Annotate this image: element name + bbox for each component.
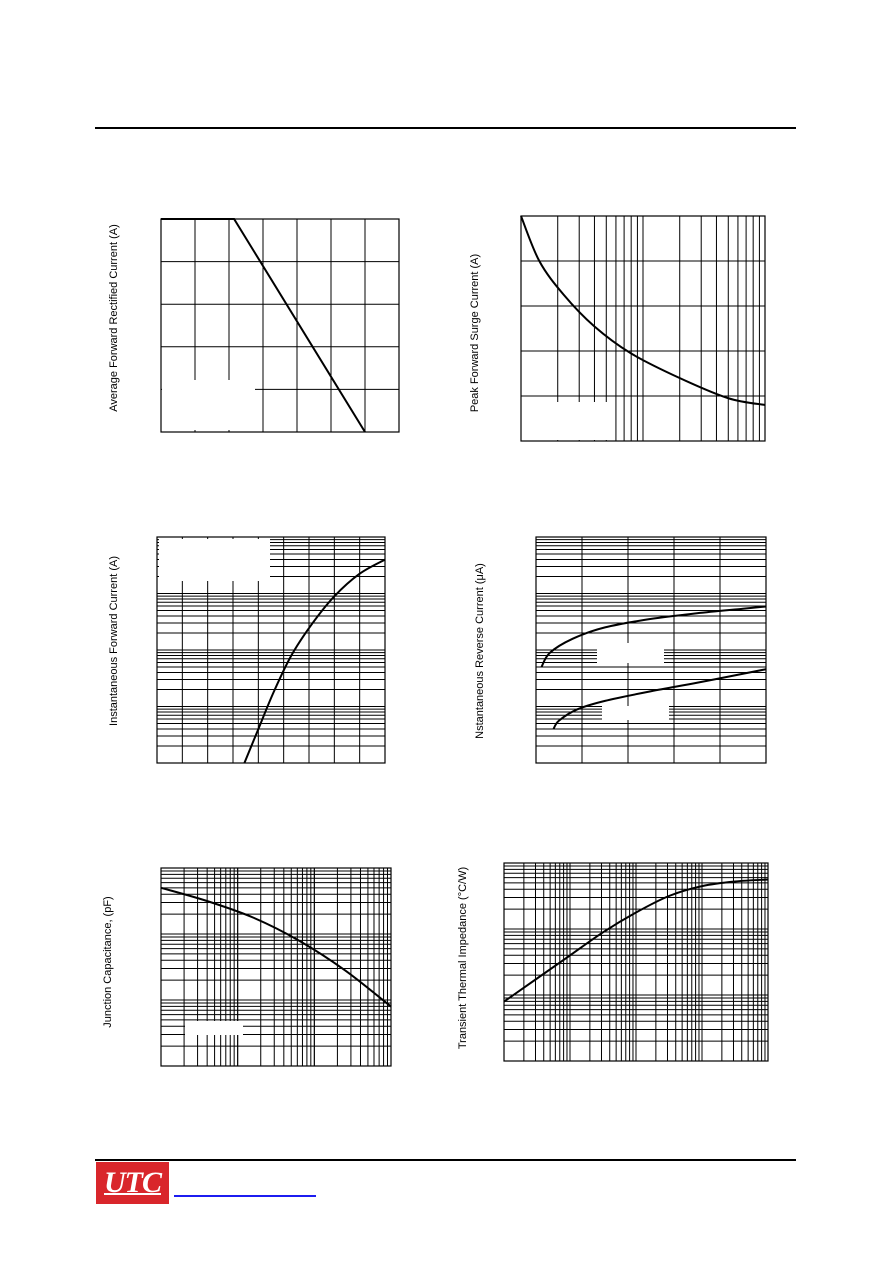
legend-box [159,539,270,581]
chart-4 [536,537,766,763]
chart-5-series-1 [161,888,391,1007]
footer-rule [95,1159,796,1161]
chart-1 [161,219,399,432]
legend-box [602,706,669,720]
y-axis-label-3: Instantaneous Forward Current (A) [108,556,120,726]
chart-3-series-1 [244,560,385,763]
legend-box [523,402,608,440]
chart-6-grid [504,863,768,1061]
y-axis-label-2: Peak Forward Surge Current (A) [469,253,481,413]
y-axis-label-6: Transient Thermal Impedance (°C/W) [457,866,469,1050]
y-axis-label-4: Nstantaneous Reverse Current (μA) [474,563,486,739]
utc-logo [96,1162,169,1204]
chart-5 [161,868,391,1066]
chart-2 [521,216,765,441]
y-axis-label-5: Junction Capacitance, (pF) [102,896,114,1028]
chart-4-series-2 [553,669,766,729]
chart-3 [157,537,385,763]
legend-box [162,380,255,430]
logo-text: UTC [104,1166,161,1199]
website-link[interactable] [174,1195,316,1197]
chart-6 [504,863,768,1061]
legend-box [597,643,664,663]
y-axis-label-1: Average Forward Rectified Current (A) [108,224,120,412]
legend-box [185,1021,243,1035]
